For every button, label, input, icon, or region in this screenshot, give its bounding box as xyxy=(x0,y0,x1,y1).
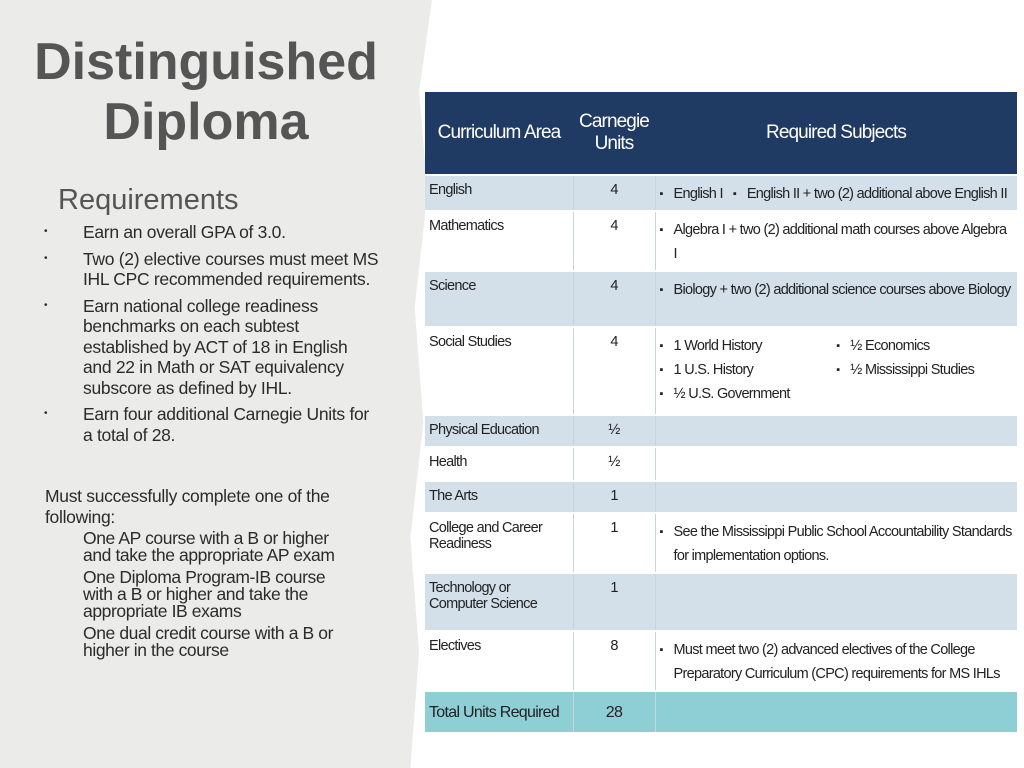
carnegie-units-cell: 1 xyxy=(573,573,655,631)
curriculum-area-cell: The Arts xyxy=(425,481,573,513)
table-row xyxy=(425,271,1017,327)
subject-item: ▪ English II + two (2) additional above English II xyxy=(733,182,1007,206)
required-subjects-cell xyxy=(655,327,1017,415)
required-subjects-cell xyxy=(655,447,1017,481)
curriculum-area-cell: Social Studies xyxy=(425,327,573,415)
option-item: One AP course with a B or higher and take the appropriate AP exam xyxy=(83,528,335,565)
subject-item: ▪ English I xyxy=(660,182,723,206)
bullet-icon: • xyxy=(44,299,48,311)
table-row xyxy=(425,211,1017,271)
subject-item: ▪ ½ Economics xyxy=(836,334,1013,358)
curriculum-area-cell: English xyxy=(425,175,573,211)
subject-list xyxy=(660,638,1014,686)
subject-list xyxy=(660,218,1014,266)
table-row xyxy=(425,447,1017,481)
option-item: One Diploma Program-IB course with a B or higher and take the appropriate IB exams xyxy=(83,567,326,621)
carnegie-units-cell: 4 xyxy=(573,175,655,211)
total-units: 28 xyxy=(573,691,655,733)
curriculum-area-cell: Mathematics xyxy=(425,211,573,271)
page-title xyxy=(0,32,412,152)
bullet-icon: • xyxy=(44,226,48,237)
required-subjects-cell xyxy=(655,211,1017,271)
title-line-1: Distinguished xyxy=(34,33,378,91)
requirement-text: Earn an overall GPA of 3.0. xyxy=(83,222,286,242)
required-subjects-cell xyxy=(655,573,1017,631)
title-line-2: Diploma xyxy=(103,93,309,151)
subject-list xyxy=(660,520,1014,568)
carnegie-units-cell: 8 xyxy=(573,631,655,691)
curriculum-table xyxy=(425,92,1017,734)
required-subjects-cell xyxy=(655,415,1017,447)
carnegie-units-cell: 1 xyxy=(573,513,655,573)
requirements-list xyxy=(0,222,380,451)
table-row xyxy=(425,175,1017,211)
subject-column xyxy=(660,334,837,406)
requirement-text: Earn national college readiness benchmarks on each subtest established by ACT of 18 in English and 22 in Math or SAT equivalency subscore as defined by IHL. xyxy=(83,295,348,398)
subject-list xyxy=(660,334,837,406)
requirement-text: Two (2) elective courses must meet MS IHL CPC recommended requirements. xyxy=(83,248,379,289)
subject-column xyxy=(836,334,1013,406)
total-label: Total Units Required xyxy=(425,691,573,733)
required-subjects-cell xyxy=(655,631,1017,691)
subject-item: ▪ 1 U.S. History xyxy=(660,358,837,382)
requirement-text: Earn four additional Carnegie Units for a total of 28. xyxy=(83,404,369,445)
options-list xyxy=(83,530,353,664)
carnegie-units-cell: ½ xyxy=(573,447,655,481)
curriculum-area-cell: Technology or Computer Science xyxy=(425,573,573,631)
bullet-icon: • xyxy=(44,408,48,419)
carnegie-units-cell: 4 xyxy=(573,327,655,415)
bullet-icon: • xyxy=(44,252,48,264)
curriculum-area-cell: Health xyxy=(425,447,573,481)
required-subjects-cell xyxy=(655,175,1017,211)
table-row xyxy=(425,327,1017,415)
subject-list xyxy=(836,334,1013,382)
curriculum-area-cell: College and Career Readiness xyxy=(425,513,573,573)
curriculum-area-cell: Science xyxy=(425,271,573,327)
subject-item: ▪ See the Mississippi Public School Accountability Standards for implementation options. xyxy=(660,520,1014,568)
header-curriculum-area: Curriculum Area xyxy=(425,92,573,175)
subject-list xyxy=(660,182,1014,206)
subject-list xyxy=(660,278,1014,302)
header-required-subjects: Required Subjects xyxy=(655,92,1017,175)
curriculum-table-wrapper xyxy=(425,92,1017,734)
must-complete-text: Must successfully complete one of the following: xyxy=(45,486,330,527)
subject-item: ▪ Biology + two (2) additional science courses above Biology xyxy=(660,278,1014,302)
table-row xyxy=(425,415,1017,447)
requirement-item xyxy=(0,296,380,399)
curriculum-area-cell: Physical Education xyxy=(425,415,573,447)
subject-item: ▪ 1 World History xyxy=(660,334,837,358)
carnegie-units-cell: 1 xyxy=(573,481,655,513)
table-row xyxy=(425,631,1017,691)
required-subjects-cell xyxy=(655,271,1017,327)
subject-columns xyxy=(660,334,1014,406)
table-row xyxy=(425,573,1017,631)
table-row xyxy=(425,513,1017,573)
subject-item: ▪ Must meet two (2) advanced electives of the College Preparatory Curriculum (CPC) requirements for MS IHLs xyxy=(660,638,1014,686)
required-subjects-cell xyxy=(655,513,1017,573)
carnegie-units-cell: 4 xyxy=(573,211,655,271)
subject-item: ▪ ½ U.S. Government xyxy=(660,382,837,406)
carnegie-units-cell: ½ xyxy=(573,415,655,447)
subject-item: ▪ ½ Mississippi Studies xyxy=(836,358,1013,382)
requirement-item xyxy=(0,404,380,445)
carnegie-units-cell: 4 xyxy=(573,271,655,327)
requirements-heading: Requirements xyxy=(58,184,239,216)
required-subjects-cell xyxy=(655,481,1017,513)
total-row xyxy=(425,691,1017,733)
subject-item: ▪ Algebra I + two (2) additional math courses above Algebra I xyxy=(660,218,1014,266)
requirement-item xyxy=(0,222,380,243)
header-carnegie-units: Carnegie Units xyxy=(573,92,655,175)
total-empty xyxy=(655,691,1017,733)
option-item: One dual credit course with a B or higher in the course xyxy=(83,623,334,660)
requirement-item xyxy=(0,249,380,290)
table-row xyxy=(425,481,1017,513)
curriculum-area-cell: Electives xyxy=(425,631,573,691)
